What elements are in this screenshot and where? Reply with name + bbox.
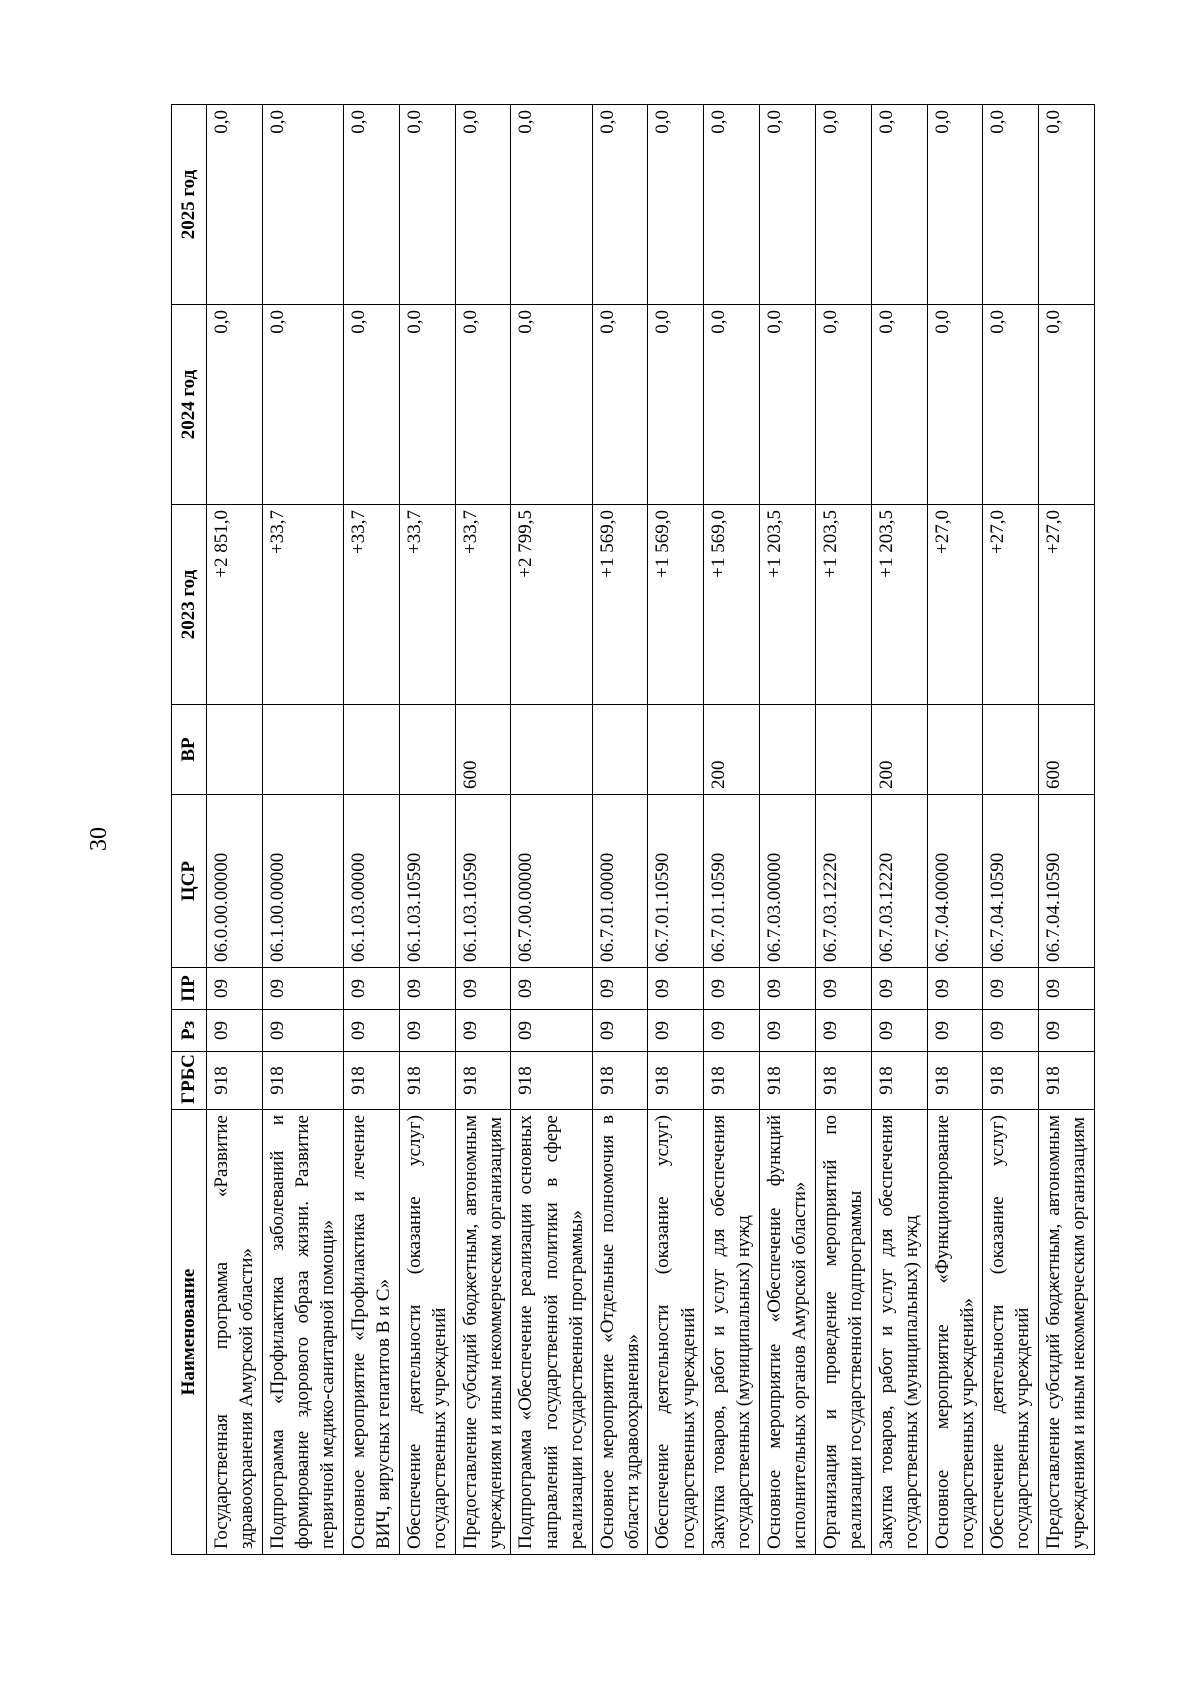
- cell-2023: +33,7: [344, 505, 400, 705]
- cell-grbs: 918: [262, 1052, 343, 1110]
- cell-rz: 09: [511, 1010, 592, 1052]
- cell-name: Обеспечение деятельности (оказание услуг) государственных учреждений: [399, 1110, 455, 1555]
- cell-2025: 0,0: [592, 105, 648, 305]
- cell-2024: 0,0: [344, 305, 400, 505]
- header-vr: ВР: [172, 705, 207, 795]
- cell-name: Предоставление субсидий бюджетным, автономным учреждениям и иным некоммерческим организациям: [455, 1110, 511, 1555]
- cell-2023: +27,0: [1039, 505, 1095, 705]
- cell-pr: 09: [871, 968, 927, 1010]
- table-row: [760, 105, 816, 1555]
- cell-csr: 06.7.04.10590: [983, 795, 1039, 968]
- cell-pr: 09: [983, 968, 1039, 1010]
- cell-csr: 06.7.04.10590: [1039, 795, 1095, 968]
- cell-name: Основное мероприятие «Обеспечение функций исполнительных органов Амурской области»: [760, 1110, 816, 1555]
- cell-2025: 0,0: [399, 105, 455, 305]
- cell-rz: 09: [344, 1010, 400, 1052]
- cell-2025: 0,0: [983, 105, 1039, 305]
- cell-vr: [815, 705, 871, 795]
- cell-vr: [648, 705, 704, 795]
- cell-rz: 09: [983, 1010, 1039, 1052]
- cell-2023: +1 569,0: [704, 505, 760, 705]
- header-grbs: ГРБС: [172, 1052, 207, 1110]
- table-row: [399, 105, 455, 1555]
- header-2023: 2023 год: [172, 505, 207, 705]
- cell-vr: [207, 705, 263, 795]
- cell-2024: 0,0: [927, 305, 983, 505]
- cell-pr: 09: [399, 968, 455, 1010]
- table-header-row: [172, 105, 207, 1555]
- cell-2023: +27,0: [927, 505, 983, 705]
- cell-rz: 09: [871, 1010, 927, 1052]
- cell-grbs: 918: [983, 1052, 1039, 1110]
- cell-name: Предоставление субсидий бюджетным, автономным учреждениям и иным некоммерческим организациям: [1039, 1110, 1095, 1555]
- cell-2023: +1 203,5: [760, 505, 816, 705]
- cell-2025: 0,0: [871, 105, 927, 305]
- cell-name: Подпрограмма «Обеспечение реализации основных направлений государственной политики в сфере реализации государственной программы»: [511, 1110, 592, 1555]
- header-csr: ЦСР: [172, 795, 207, 968]
- cell-2024: 0,0: [983, 305, 1039, 505]
- cell-2024: 0,0: [207, 305, 263, 505]
- cell-grbs: 918: [871, 1052, 927, 1110]
- cell-rz: 09: [262, 1010, 343, 1052]
- cell-pr: 09: [511, 968, 592, 1010]
- cell-pr: 09: [648, 968, 704, 1010]
- cell-2023: +33,7: [262, 505, 343, 705]
- cell-2024: 0,0: [1039, 305, 1095, 505]
- cell-name: Государственная программа «Развитие здравоохранения Амурской области»: [207, 1110, 263, 1555]
- cell-csr: 06.1.03.10590: [399, 795, 455, 968]
- cell-2024: 0,0: [455, 305, 511, 505]
- cell-csr: 06.7.03.00000: [760, 795, 816, 968]
- cell-2024: 0,0: [592, 305, 648, 505]
- cell-rz: 09: [1039, 1010, 1095, 1052]
- cell-vr: 200: [871, 705, 927, 795]
- cell-vr: [344, 705, 400, 795]
- cell-grbs: 918: [399, 1052, 455, 1110]
- cell-2025: 0,0: [511, 105, 592, 305]
- cell-2023: +1 203,5: [815, 505, 871, 705]
- cell-rz: 09: [704, 1010, 760, 1052]
- cell-rz: 09: [648, 1010, 704, 1052]
- cell-name: Подпрограмма «Профилактика заболеваний и формирование здорового образа жизни. Развитие первичной медико-санитарной помощи»: [262, 1110, 343, 1555]
- cell-vr: 600: [1039, 705, 1095, 795]
- header-name: Наименование: [172, 1110, 207, 1555]
- cell-grbs: 918: [592, 1052, 648, 1110]
- cell-grbs: 918: [704, 1052, 760, 1110]
- cell-csr: 06.1.03.10590: [455, 795, 511, 968]
- cell-vr: [592, 705, 648, 795]
- cell-2023: +2 799,5: [511, 505, 592, 705]
- cell-csr: 06.7.00.00000: [511, 795, 592, 968]
- cell-grbs: 918: [815, 1052, 871, 1110]
- cell-csr: 06.1.03.00000: [344, 795, 400, 968]
- table-row: [207, 105, 263, 1555]
- cell-csr: 06.0.00.00000: [207, 795, 263, 968]
- cell-vr: [399, 705, 455, 795]
- cell-rz: 09: [455, 1010, 511, 1052]
- cell-2025: 0,0: [648, 105, 704, 305]
- cell-grbs: 918: [207, 1052, 263, 1110]
- cell-csr: 06.7.04.00000: [927, 795, 983, 968]
- cell-2024: 0,0: [815, 305, 871, 505]
- cell-grbs: 918: [760, 1052, 816, 1110]
- table-row: [704, 105, 760, 1555]
- cell-2023: +1 569,0: [648, 505, 704, 705]
- cell-2024: 0,0: [262, 305, 343, 505]
- cell-2025: 0,0: [704, 105, 760, 305]
- cell-rz: 09: [592, 1010, 648, 1052]
- cell-rz: 09: [927, 1010, 983, 1052]
- cell-2023: +1 203,5: [871, 505, 927, 705]
- header-rz: Рз: [172, 1010, 207, 1052]
- cell-rz: 09: [207, 1010, 263, 1052]
- cell-grbs: 918: [648, 1052, 704, 1110]
- cell-name: Обеспечение деятельности (оказание услуг) государственных учреждений: [648, 1110, 704, 1555]
- cell-pr: 09: [1039, 968, 1095, 1010]
- table-row: [1039, 105, 1095, 1555]
- cell-name: Основное мероприятие «Профилактика и лечение ВИЧ, вирусных гепатитов В и С»: [344, 1110, 400, 1555]
- rotated-table-container: [171, 105, 1095, 1555]
- cell-grbs: 918: [927, 1052, 983, 1110]
- table-row: [592, 105, 648, 1555]
- cell-vr: [927, 705, 983, 795]
- cell-grbs: 918: [455, 1052, 511, 1110]
- cell-2023: +33,7: [399, 505, 455, 705]
- cell-csr: 06.7.01.10590: [648, 795, 704, 968]
- cell-2025: 0,0: [927, 105, 983, 305]
- header-2025: 2025 год: [172, 105, 207, 305]
- cell-pr: 09: [207, 968, 263, 1010]
- cell-csr: 06.7.03.12220: [871, 795, 927, 968]
- cell-name: Организация и проведение мероприятий по реализации государственной подпрограммы: [815, 1110, 871, 1555]
- table-body: [207, 105, 1095, 1555]
- table-row: [871, 105, 927, 1555]
- cell-vr: 200: [704, 705, 760, 795]
- cell-name: Основное мероприятие «Отдельные полномочия в области здравоохранения»: [592, 1110, 648, 1555]
- cell-2023: +33,7: [455, 505, 511, 705]
- table-row: [344, 105, 400, 1555]
- cell-pr: 09: [344, 968, 400, 1010]
- header-2024: 2024 год: [172, 305, 207, 505]
- cell-grbs: 918: [511, 1052, 592, 1110]
- cell-csr: 06.7.01.10590: [704, 795, 760, 968]
- cell-2025: 0,0: [760, 105, 816, 305]
- cell-rz: 09: [760, 1010, 816, 1052]
- cell-rz: 09: [815, 1010, 871, 1052]
- cell-grbs: 918: [1039, 1052, 1095, 1110]
- cell-2025: 0,0: [207, 105, 263, 305]
- table-row: [983, 105, 1039, 1555]
- cell-pr: 09: [455, 968, 511, 1010]
- page-number: 30: [86, 827, 112, 851]
- cell-2023: +2 851,0: [207, 505, 263, 705]
- cell-vr: [760, 705, 816, 795]
- cell-vr: [983, 705, 1039, 795]
- cell-2024: 0,0: [760, 305, 816, 505]
- table-row: [262, 105, 343, 1555]
- cell-vr: [511, 705, 592, 795]
- cell-2025: 0,0: [455, 105, 511, 305]
- cell-grbs: 918: [344, 1052, 400, 1110]
- cell-csr: 06.7.03.12220: [815, 795, 871, 968]
- cell-name: Обеспечение деятельности (оказание услуг) государственных учреждений: [983, 1110, 1039, 1555]
- cell-2023: +27,0: [983, 505, 1039, 705]
- cell-rz: 09: [399, 1010, 455, 1052]
- cell-csr: 06.1.00.00000: [262, 795, 343, 968]
- table-row: [455, 105, 511, 1555]
- cell-pr: 09: [927, 968, 983, 1010]
- cell-pr: 09: [815, 968, 871, 1010]
- cell-2023: +1 569,0: [592, 505, 648, 705]
- cell-2025: 0,0: [262, 105, 343, 305]
- table-row: [815, 105, 871, 1555]
- cell-pr: 09: [704, 968, 760, 1010]
- cell-name: Закупка товаров, работ и услуг для обеспечения государственных (муниципальных) нужд: [871, 1110, 927, 1555]
- cell-2024: 0,0: [704, 305, 760, 505]
- cell-2025: 0,0: [344, 105, 400, 305]
- budget-table: [171, 104, 1095, 1555]
- cell-csr: 06.7.01.00000: [592, 795, 648, 968]
- cell-pr: 09: [592, 968, 648, 1010]
- cell-2024: 0,0: [511, 305, 592, 505]
- table-row: [648, 105, 704, 1555]
- cell-name: Закупка товаров, работ и услуг для обеспечения государственных (муниципальных) нужд: [704, 1110, 760, 1555]
- cell-name: Основное мероприятие «Функционирование государственных учреждений»: [927, 1110, 983, 1555]
- cell-2024: 0,0: [871, 305, 927, 505]
- cell-pr: 09: [262, 968, 343, 1010]
- cell-vr: [262, 705, 343, 795]
- cell-2024: 0,0: [648, 305, 704, 505]
- cell-2024: 0,0: [399, 305, 455, 505]
- table-row: [511, 105, 592, 1555]
- cell-pr: 09: [760, 968, 816, 1010]
- header-pr: ПР: [172, 968, 207, 1010]
- table-row: [927, 105, 983, 1555]
- cell-vr: 600: [455, 705, 511, 795]
- cell-2025: 0,0: [815, 105, 871, 305]
- cell-2025: 0,0: [1039, 105, 1095, 305]
